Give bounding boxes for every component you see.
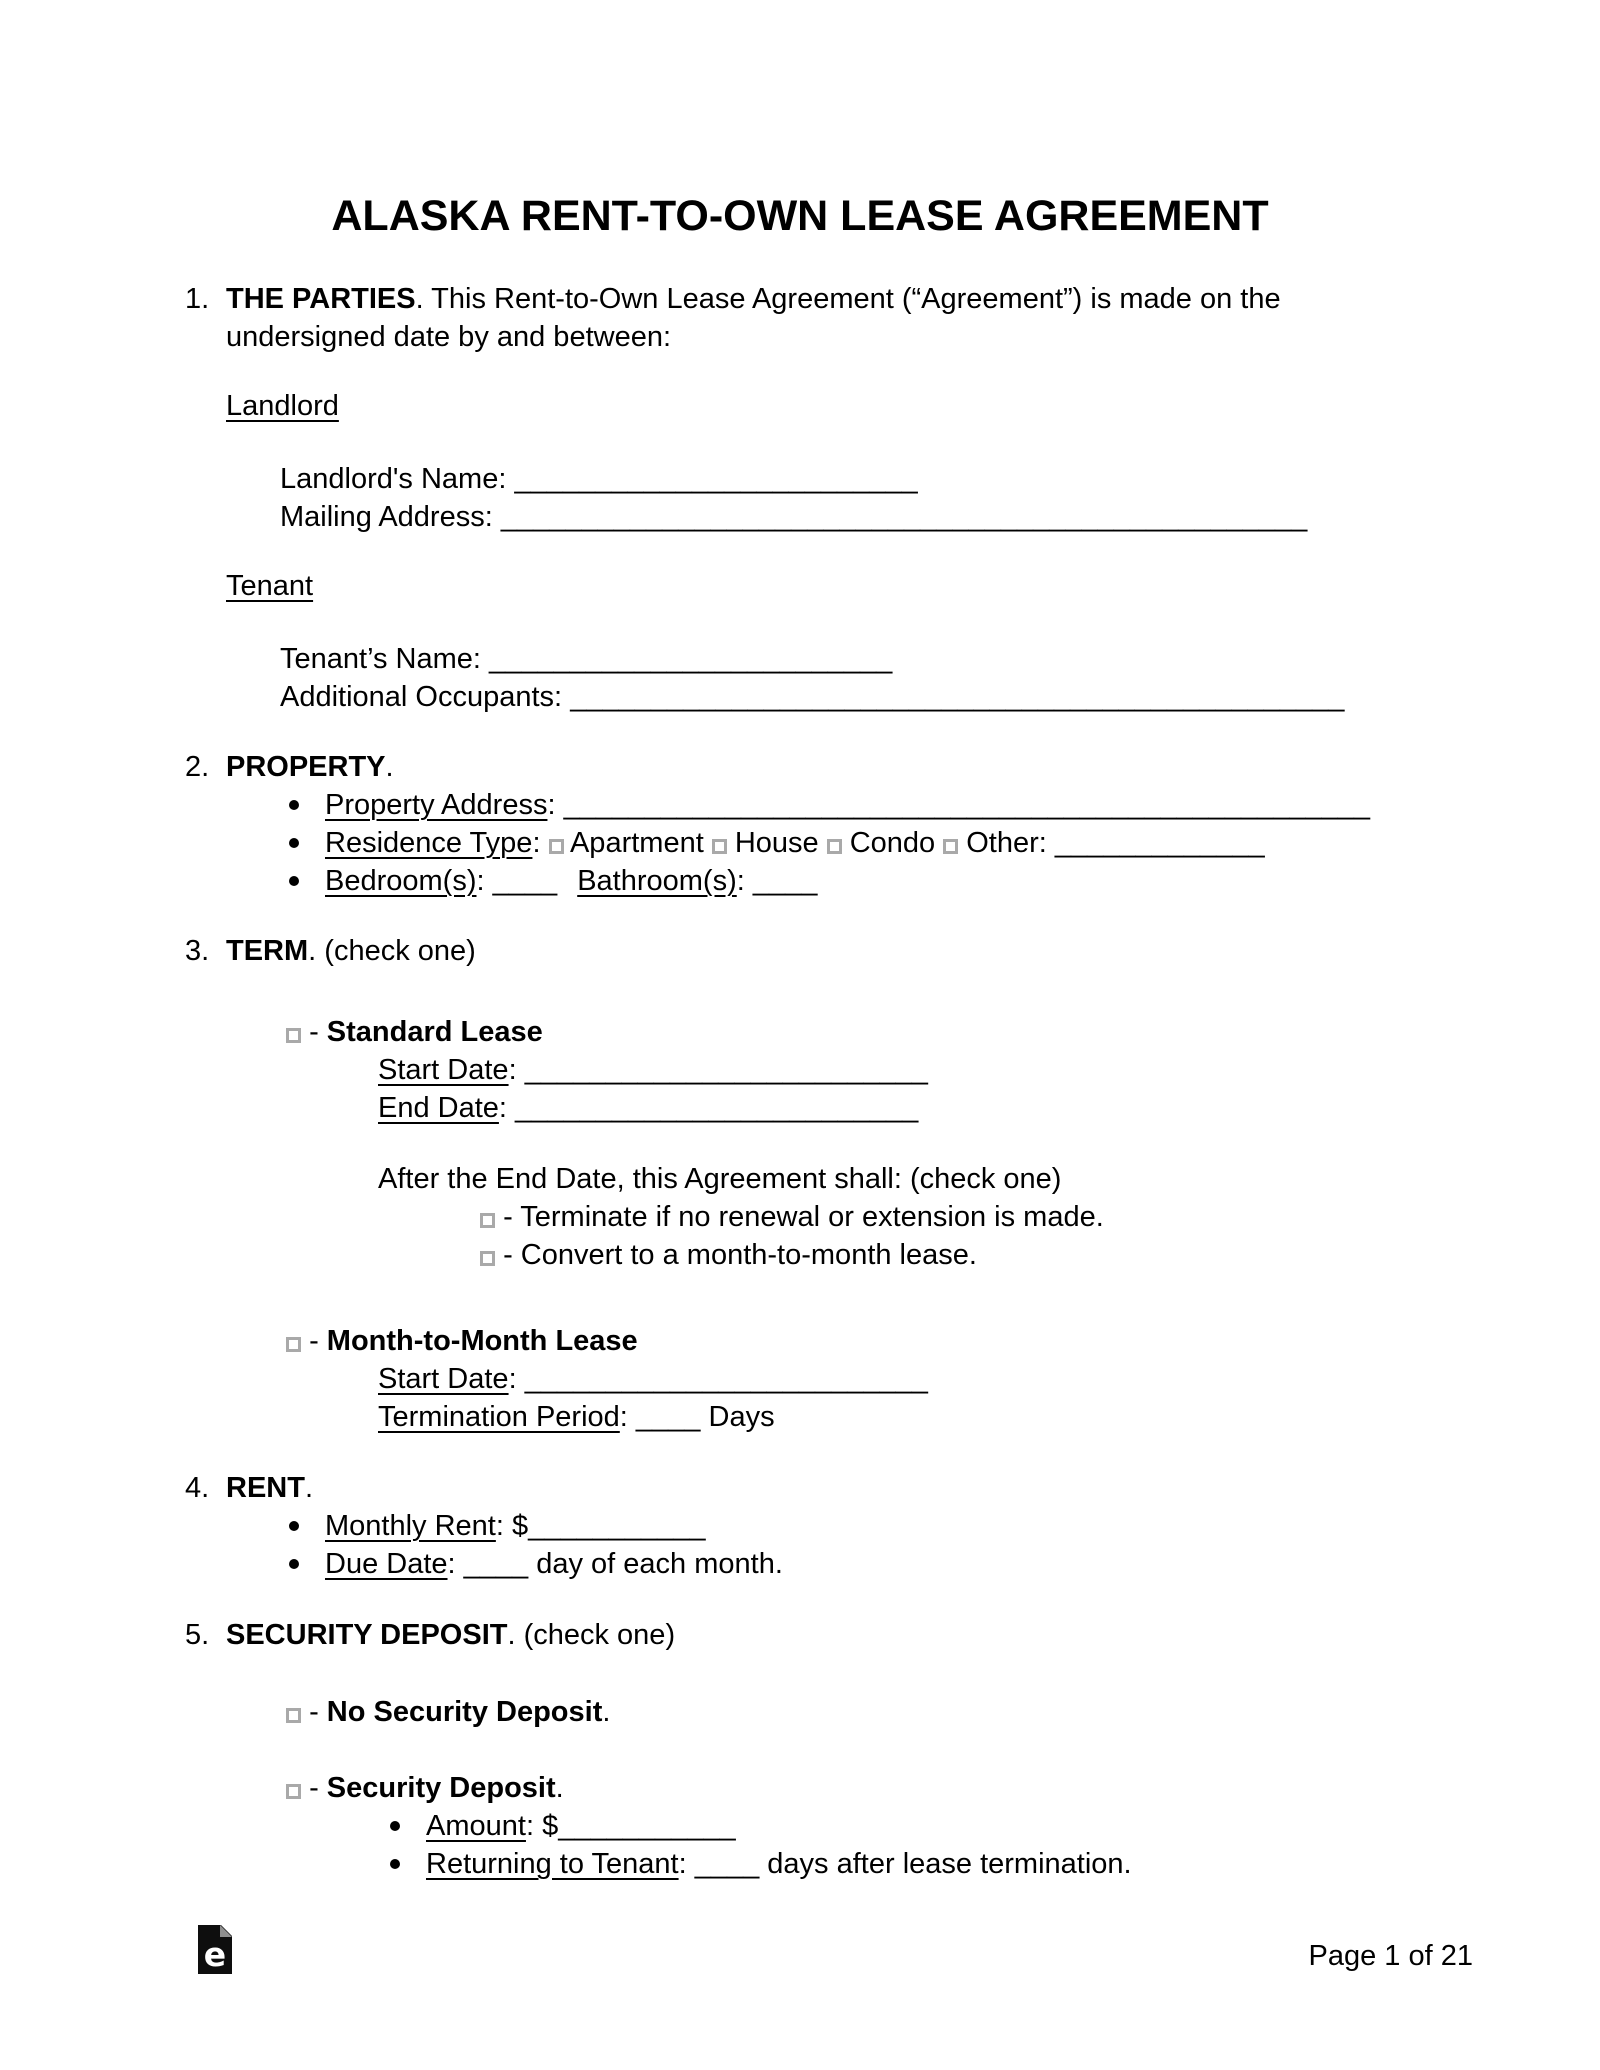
returning-to-tenant-blank[interactable]: ____ (694, 1848, 760, 1880)
landlord-heading-row (0, 387, 1600, 425)
standard-lease-row: - Standard Lease (0, 1013, 1600, 1051)
landlord-name-row (0, 460, 1600, 498)
property-address-label: Property Address (325, 789, 548, 821)
bedroom-label: Bedroom(s) (325, 865, 477, 897)
bathroom-blank[interactable]: ____ (752, 865, 818, 897)
additional-occupants-row (0, 678, 1600, 716)
termination-period-row: Termination Period: ____ Days (378, 1401, 775, 1433)
amount-blank[interactable]: ___________ (558, 1810, 736, 1842)
returning-to-tenant-row: Returning to Tenant: ____ days after lease termination. (0, 1845, 1600, 1883)
after-end-date-block (0, 1160, 1600, 1274)
section-parties-number: 1. (185, 283, 210, 315)
bullet-icon (289, 1521, 299, 1531)
m2m-start-date-row: Start Date: _________________________ (378, 1363, 928, 1395)
section-security-deposit-number: 5. (185, 1619, 210, 1651)
security-deposit-label: Security Deposit (326, 1772, 556, 1804)
checkbox-convert-month-to-month[interactable] (480, 1251, 495, 1266)
checkbox-condo[interactable] (827, 839, 842, 854)
convert-option-row: - Convert to a month-to-month lease. (0, 1236, 1600, 1274)
checkbox-security-deposit[interactable] (286, 1784, 301, 1799)
tenant-name-blank[interactable]: _________________________ (489, 643, 893, 675)
due-date-suffix: day of each month. (536, 1548, 783, 1580)
checkbox-no-security-deposit[interactable] (286, 1708, 301, 1723)
end-date-blank[interactable]: _________________________ (515, 1092, 919, 1124)
term-heading: TERM (226, 935, 309, 967)
amount-label: Amount (426, 1810, 526, 1842)
m2m-start-date-blank[interactable]: _________________________ (524, 1363, 928, 1395)
security-deposit-heading-row: SECURITY DEPOSIT. (check one) (226, 1619, 676, 1651)
section-rent-number: 4. (185, 1472, 210, 1504)
m2m-start-date-label: Start Date (378, 1363, 509, 1395)
residence-option-other (943, 827, 1264, 859)
standard-start-date-row: Start Date: _________________________ (378, 1054, 928, 1086)
landlord-name-label: Landlord's Name: (280, 463, 507, 495)
security-deposit-heading: SECURITY DEPOSIT (226, 1619, 508, 1651)
page-title: ALASKA RENT-TO-OWN LEASE AGREEMENT (331, 192, 1269, 240)
monthly-rent-label: Monthly Rent (325, 1510, 496, 1542)
security-deposit-row: - Security Deposit. (0, 1769, 1600, 1807)
amount-row: Amount: $___________ (0, 1807, 1600, 1845)
property-heading-row: PROPERTY. (226, 751, 394, 783)
mailing-address-row (0, 498, 1600, 536)
residence-option-condo: Condo (827, 827, 936, 859)
dollar-sign: $ (511, 1510, 529, 1542)
rent-bullets (0, 1507, 1600, 1583)
start-date-label: Start Date (378, 1054, 509, 1086)
terminate-option-row: - Terminate if no renewal or extension is made. (0, 1198, 1600, 1236)
no-security-deposit-label: No Security Deposit (326, 1696, 603, 1728)
property-address-row: Property Address: __________________________________________________ (0, 786, 1600, 824)
checkbox-other[interactable] (943, 839, 958, 854)
eforms-logo-letter: e (203, 1935, 227, 1974)
termination-period-blank[interactable]: ____ (635, 1401, 701, 1433)
rooms-row: Bedroom(s): ____ Bathroom(s): ____ (0, 862, 1600, 900)
month-to-month-block (0, 1322, 1600, 1436)
checkbox-terminate[interactable] (480, 1213, 495, 1228)
start-date-blank[interactable]: _________________________ (524, 1054, 928, 1086)
landlord-heading: Landlord (226, 390, 339, 422)
section-property (0, 748, 1600, 786)
end-date-label: End Date (378, 1092, 499, 1124)
returning-to-tenant-suffix: days after lease termination. (767, 1848, 1132, 1880)
residence-type-label: Residence Type (325, 827, 533, 859)
section-term-number: 3. (185, 935, 210, 967)
additional-occupants-label: Additional Occupants: (280, 681, 563, 713)
checkbox-house[interactable] (712, 839, 727, 854)
security-deposit-block (0, 1769, 1600, 1883)
monthly-rent-row: Monthly Rent: $___________ (0, 1507, 1600, 1545)
parties-intro-line1 (226, 280, 1600, 318)
tenant-heading-row (0, 567, 1600, 605)
mailing-address-label: Mailing Address: (280, 501, 493, 533)
residence-option-apartment: Apartment (549, 827, 704, 859)
monthly-rent-blank[interactable]: ___________ (528, 1510, 706, 1542)
bathroom-label: Bathroom(s) (577, 865, 737, 897)
residence-type-row: Residence Type: Apartment House Condo Other: _____________ (0, 824, 1600, 862)
property-heading: PROPERTY (226, 751, 386, 783)
additional-occupants-blank[interactable]: ________________________________________________ (570, 681, 1345, 713)
dollar-sign: $ (542, 1810, 559, 1842)
residence-option-house: House (712, 827, 819, 859)
no-security-deposit-row: - No Security Deposit. (0, 1693, 1600, 1731)
bullet-icon (289, 838, 299, 848)
tenant-name-row (0, 640, 1600, 678)
bullet-icon (289, 1559, 299, 1569)
mailing-address-blank[interactable]: __________________________________________________ (500, 501, 1308, 533)
page-number: Page 1 of 21 (1308, 1940, 1473, 1972)
landlord-fields (0, 460, 1600, 536)
standard-lease-label: Standard Lease (326, 1016, 543, 1048)
term-heading-row: TERM. (check one) (226, 935, 476, 967)
bedroom-blank[interactable]: ____ (492, 865, 558, 897)
bullet-icon (289, 876, 299, 886)
bullet-icon (390, 1821, 400, 1831)
property-bullets (0, 786, 1600, 900)
other-blank[interactable]: _____________ (1054, 827, 1265, 859)
due-date-label: Due Date (325, 1548, 448, 1580)
termination-period-label: Termination Period (378, 1401, 620, 1433)
month-to-month-label: Month-to-Month Lease (326, 1325, 638, 1357)
landlord-name-blank[interactable]: _________________________ (514, 463, 918, 495)
tenant-fields (0, 640, 1600, 716)
parties-heading: THE PARTIES (226, 283, 416, 315)
rent-heading: RENT (226, 1472, 305, 1504)
parties-intro-line2: undersigned date by and between: (226, 321, 672, 353)
section-property-number: 2. (185, 751, 210, 783)
eforms-logo (198, 1925, 232, 1974)
due-date-row: Due Date: ____ day of each month. (0, 1545, 1600, 1583)
due-date-blank[interactable]: ____ (463, 1548, 529, 1580)
rent-heading-row: RENT. (226, 1472, 314, 1504)
termination-period-suffix: Days (708, 1401, 775, 1433)
returning-to-tenant-label: Returning to Tenant (426, 1848, 679, 1880)
bullet-icon (289, 800, 299, 810)
section-parties (0, 280, 1600, 356)
property-address-blank[interactable]: __________________________________________________ (563, 789, 1370, 821)
standard-lease-block (0, 1013, 1600, 1127)
tenant-name-label: Tenant’s Name: (280, 643, 481, 675)
other-label: Other: (966, 827, 1047, 859)
bullet-icon (390, 1859, 400, 1869)
checkbox-standard-lease[interactable] (286, 1028, 301, 1043)
checkbox-month-to-month-lease[interactable] (286, 1337, 301, 1352)
after-end-date-intro: After the End Date, this Agreement shall: (check one) (378, 1163, 1062, 1195)
section-security-deposit (0, 1616, 1600, 1654)
section-term (0, 932, 1600, 970)
section-rent (0, 1469, 1600, 1507)
tenant-heading: Tenant (226, 570, 314, 602)
parties-body-line1: . This Rent-to-Own Lease Agreement (“Agreement”) is made on the (415, 283, 1281, 315)
checkbox-apartment[interactable] (549, 839, 564, 854)
standard-end-date-row: End Date: _________________________ (378, 1092, 919, 1124)
month-to-month-row: - Month-to-Month Lease (0, 1322, 1600, 1360)
